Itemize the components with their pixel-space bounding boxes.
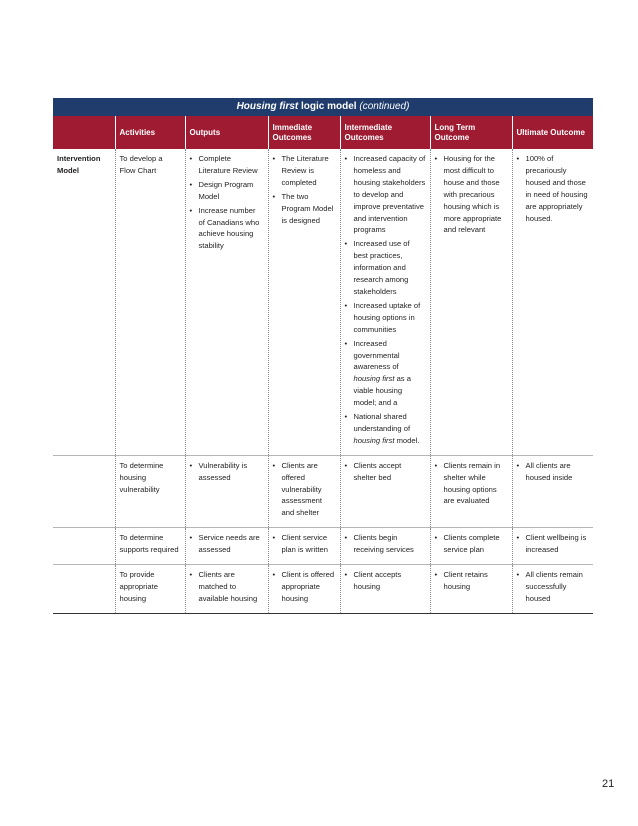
activity-cell: To determine housing vulnerability [115, 455, 185, 528]
long-term-cell [430, 565, 512, 614]
intermediate-cell [340, 455, 430, 528]
header-blank [53, 116, 115, 149]
bullet-item: • Client accepts housing [345, 569, 426, 593]
row-section-label [53, 565, 115, 614]
ultimate-cell [512, 565, 593, 614]
long-term-cell [430, 149, 512, 455]
bullet-item: • Client is offered appropriate housing [273, 569, 336, 605]
table-row [53, 565, 593, 614]
bullet-item: • All clients remain successfully housed [517, 569, 590, 605]
page-number: 21 [602, 778, 615, 790]
activity-cell: To develop a Flow Chart [115, 149, 185, 455]
header-intermediate: Intermediate Outcomes [340, 116, 430, 149]
bullet-item: • Client service plan is written [273, 532, 336, 556]
table-title [53, 98, 593, 116]
ultimate-cell [512, 455, 593, 528]
activity-cell: To provide appropriate housing [115, 565, 185, 614]
logic-model-table [53, 98, 593, 614]
intermediate-cell [340, 565, 430, 614]
title-italic: Housing first [236, 101, 299, 112]
intermediate-cell [340, 528, 430, 565]
bullet-item: • Clients are offered vulnerability assessment and shelter [273, 460, 336, 520]
table-row [53, 528, 593, 565]
header-activities: Activities [115, 116, 185, 149]
immediate-cell [268, 565, 340, 614]
table-row [53, 455, 593, 528]
row-section-label: Intervention Model [53, 149, 115, 455]
bullet-item: • Increased uptake of housing options in communities [345, 300, 426, 336]
bullet-item: • Client retains housing [435, 569, 508, 593]
immediate-cell [268, 149, 340, 455]
outputs-cell [185, 455, 268, 528]
row-section-label [53, 455, 115, 528]
bullet-item: • Clients begin receiving services [345, 532, 426, 556]
activity-cell: To determine supports required [115, 528, 185, 565]
intermediate-cell [340, 149, 430, 455]
ultimate-cell [512, 149, 593, 455]
bullet-item: • Client wellbeing is increased [517, 532, 590, 556]
outputs-cell [185, 528, 268, 565]
header-ultimate: Ultimate Outcome [512, 116, 593, 149]
bullet-item: • Complete Literature Review [190, 153, 264, 177]
bullet-item: • The two Program Model is designed [273, 191, 336, 227]
outputs-cell [185, 149, 268, 455]
bullet-item: • Clients complete service plan [435, 532, 508, 556]
bullet-item: • Housing for the most difficult to house and those with precarious housing which is more appropriate and relevant [435, 153, 508, 236]
header-long-term: Long Term Outcome [430, 116, 512, 149]
header-row [53, 116, 593, 149]
bullet-item: • Increased capacity of homeless and housing stakeholders to develop and improve preventative and intervention programs [345, 153, 426, 236]
bullet-item: • Increase number of Canadians who achieve housing stability [190, 205, 264, 253]
bullet-item: • Increased use of best practices, information and research among stakeholders [345, 238, 426, 298]
bullet-item: • Clients accept shelter bed [345, 460, 426, 484]
logic-model-grid [53, 116, 593, 614]
title-suffix: (continued) [359, 101, 410, 112]
title-bold: logic model [298, 101, 360, 112]
immediate-cell [268, 455, 340, 528]
long-term-cell [430, 455, 512, 528]
bullet-item: • National shared understanding of housing first model. [345, 411, 426, 447]
bullet-item: • Design Program Model [190, 179, 264, 203]
bullet-item: • Vulnerability is assessed [190, 460, 264, 484]
bullet-item: • Clients are matched to available housing [190, 569, 264, 605]
bullet-item: • Service needs are assessed [190, 532, 264, 556]
long-term-cell [430, 528, 512, 565]
bullet-item: • Increased governmental awareness of housing first as a viable housing model; and a [345, 338, 426, 409]
bullet-item: • All clients are housed inside [517, 460, 590, 484]
outputs-cell [185, 565, 268, 614]
immediate-cell [268, 528, 340, 565]
bullet-item: • 100% of precariously housed and those in need of housing are appropriately housed. [517, 153, 590, 224]
table-row [53, 149, 593, 455]
ultimate-cell [512, 528, 593, 565]
row-section-label [53, 528, 115, 565]
bullet-item: • Clients remain in shelter while housing options are evaluated [435, 460, 508, 508]
header-outputs: Outputs [185, 116, 268, 149]
header-immediate: Immediate Outcomes [268, 116, 340, 149]
bullet-item: • The Literature Review is completed [273, 153, 336, 189]
